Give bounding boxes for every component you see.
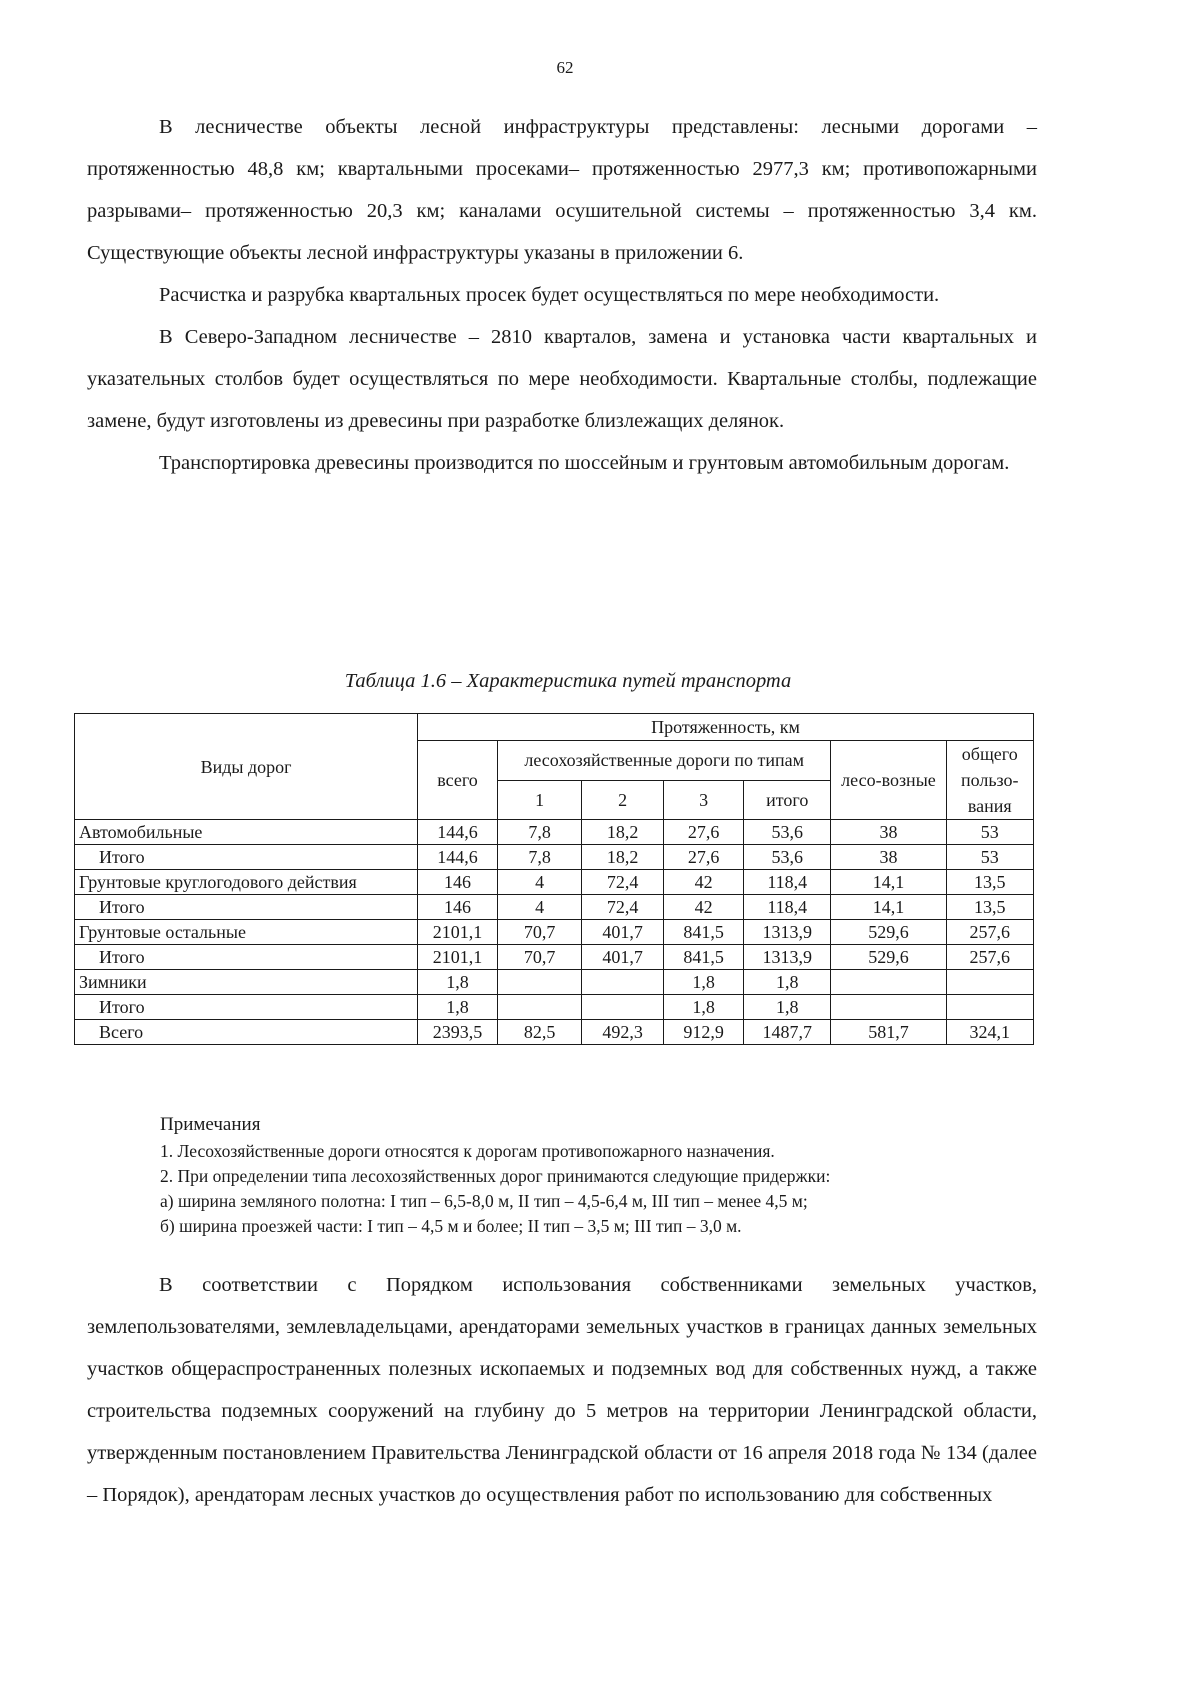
note-item: 1. Лесохозяйственные дороги относятся к дорогам противопожарного назначения. [160, 1141, 775, 1161]
row-label: Итого [75, 995, 418, 1020]
cell-t3: 841,5 [664, 920, 744, 945]
notes [160, 1112, 1040, 1239]
cell-total: 144,6 [418, 820, 498, 845]
table-row [75, 1020, 1034, 1045]
table-row [75, 895, 1034, 920]
cell-sum: 118,4 [744, 895, 831, 920]
cell-t2: 401,7 [582, 920, 664, 945]
header-type-3: 3 [664, 780, 744, 820]
cell-timber [831, 970, 946, 995]
cell-t1: 7,8 [497, 820, 581, 845]
cell-t1 [497, 995, 581, 1020]
cell-t2: 18,2 [582, 820, 664, 845]
cell-total: 1,8 [418, 970, 498, 995]
cell-timber: 581,7 [831, 1020, 946, 1045]
cell-total: 1,8 [418, 995, 498, 1020]
cell-t3: 42 [664, 870, 744, 895]
table-row [75, 920, 1034, 945]
cell-t3: 27,6 [664, 820, 744, 845]
note-item: 2. При определении типа лесохозяйственных дорог принимаются следующие придержки: [160, 1166, 831, 1186]
cell-total: 2101,1 [418, 920, 498, 945]
cell-sum: 1313,9 [744, 920, 831, 945]
cell-timber: 529,6 [831, 920, 946, 945]
cell-t1 [497, 970, 581, 995]
cell-t3: 1,8 [664, 995, 744, 1020]
paragraph-clearing: Расчистка и разрубка квартальных просек будет осуществляться по мере необходимости. [159, 284, 940, 306]
row-label: Всего [75, 1020, 418, 1045]
cell-public: 13,5 [946, 870, 1033, 895]
header-timber: лесо-возные [831, 741, 946, 820]
row-label: Грунтовые круглогодового действия [75, 870, 418, 895]
table-row [75, 845, 1034, 870]
table-row [75, 870, 1034, 895]
cell-public [946, 995, 1033, 1020]
body-text-top [87, 106, 1037, 484]
cell-total: 146 [418, 895, 498, 920]
cell-total: 144,6 [418, 845, 498, 870]
cell-total: 2393,5 [418, 1020, 498, 1045]
body-text-bottom [87, 1264, 1037, 1516]
row-label: Автомобильные [75, 820, 418, 845]
cell-public: 13,5 [946, 895, 1033, 920]
cell-timber: 38 [831, 845, 946, 870]
cell-timber [831, 995, 946, 1020]
cell-t3: 841,5 [664, 945, 744, 970]
cell-t3: 27,6 [664, 845, 744, 870]
header-subtotal: итого [744, 780, 831, 820]
header-public: общего пользо-вания [946, 741, 1033, 820]
paragraph-infrastructure: В лесничестве объекты лесной инфраструктуры представлены: лесными дорогами – протяженностью 48,8 км; квартальными просеками– протяженностью 2977,3 км; противопожарными разрывами– протяженностью 20,3 км; каналами осушительной системы – протяженностью 3,4 км. Существующие объекты лесной инфраструктуры указаны в приложении 6. [87, 116, 1037, 264]
header-forestry-roads: лесохозяйственные дороги по типам [497, 741, 830, 781]
cell-t1: 70,7 [497, 920, 581, 945]
cell-sum: 118,4 [744, 870, 831, 895]
row-label: Итого [75, 895, 418, 920]
table-caption: Таблица 1.6 – Характеристика путей транспорта [344, 670, 792, 692]
cell-timber: 14,1 [831, 895, 946, 920]
cell-t1: 82,5 [497, 1020, 581, 1045]
cell-t2: 492,3 [582, 1020, 664, 1045]
cell-public: 257,6 [946, 945, 1033, 970]
cell-sum: 53,6 [744, 820, 831, 845]
table-row [75, 820, 1034, 845]
cell-sum: 1313,9 [744, 945, 831, 970]
cell-t1: 4 [497, 895, 581, 920]
note-item: а) ширина земляного полотна: I тип – 6,5-8,0 м, II тип – 4,5-6,4 м, III тип – менее 4,5 м; [160, 1191, 808, 1211]
cell-t2 [582, 995, 664, 1020]
cell-sum: 1,8 [744, 970, 831, 995]
cell-t2: 72,4 [582, 870, 664, 895]
header-type-2: 2 [582, 780, 664, 820]
notes-title: Примечания [160, 1114, 261, 1135]
roads-table [74, 713, 1034, 1045]
paragraph-transport: Транспортировка древесины производится по шоссейным и грунтовым автомобильным дорогам. [159, 452, 1010, 474]
cell-sum: 1,8 [744, 995, 831, 1020]
cell-total: 146 [418, 870, 498, 895]
cell-t3: 1,8 [664, 970, 744, 995]
cell-timber: 14,1 [831, 870, 946, 895]
table-row [75, 970, 1034, 995]
cell-total: 2101,1 [418, 945, 498, 970]
row-label: Зимники [75, 970, 418, 995]
table-row [75, 995, 1034, 1020]
row-label: Итого [75, 845, 418, 870]
header-length: Протяженность, км [418, 714, 1034, 741]
row-label: Грунтовые остальные [75, 920, 418, 945]
note-item: б) ширина проезжей части: I тип – 4,5 м и более; II тип – 3,5 м; III тип – 3,0 м. [160, 1216, 742, 1236]
header-row-1 [75, 714, 1034, 741]
cell-t1: 4 [497, 870, 581, 895]
cell-public: 53 [946, 820, 1033, 845]
roads-table-body [75, 820, 1034, 1045]
cell-public: 53 [946, 845, 1033, 870]
table-row [75, 945, 1034, 970]
cell-timber: 38 [831, 820, 946, 845]
cell-public: 257,6 [946, 920, 1033, 945]
row-label: Итого [75, 945, 418, 970]
cell-sum: 1487,7 [744, 1020, 831, 1045]
cell-public: 324,1 [946, 1020, 1033, 1045]
cell-t2: 72,4 [582, 895, 664, 920]
header-type-1: 1 [497, 780, 581, 820]
header-road-types: Виды дорог [75, 714, 418, 820]
header-total: всего [418, 741, 498, 820]
cell-t2: 401,7 [582, 945, 664, 970]
paragraph-order: В соответствии с Порядком использования собственниками земельных участков, землепользователями, землевладельцами, арендаторами земельных участков в границах данных земельных участков общераспространенных полезных ископаемых и подземных вод для собственных нужд, а также строительства подземных сооружений на глубину до 5 метров на территории Ленинградской области, утвержденным постановлением Правительства Ленинградской области от 16 апреля 2018 года № 134 (далее – Порядок), арендаторам лесных участков до осуществления работ по использованию для собственных [87, 1274, 1037, 1506]
cell-t1: 70,7 [497, 945, 581, 970]
paragraph-quarter-posts: В Северо-Западном лесничестве – 2810 кварталов, замена и установка части квартальных и указательных столбов будет осуществляться по мере необходимости. Квартальные столбы, подлежащие замене, будут изготовлены из древесины при разработке близлежащих делянок. [87, 326, 1037, 432]
page-number: 62 [556, 58, 574, 77]
cell-sum: 53,6 [744, 845, 831, 870]
cell-t1: 7,8 [497, 845, 581, 870]
cell-t3: 912,9 [664, 1020, 744, 1045]
cell-t2 [582, 970, 664, 995]
cell-public [946, 970, 1033, 995]
cell-timber: 529,6 [831, 945, 946, 970]
cell-t3: 42 [664, 895, 744, 920]
cell-t2: 18,2 [582, 845, 664, 870]
